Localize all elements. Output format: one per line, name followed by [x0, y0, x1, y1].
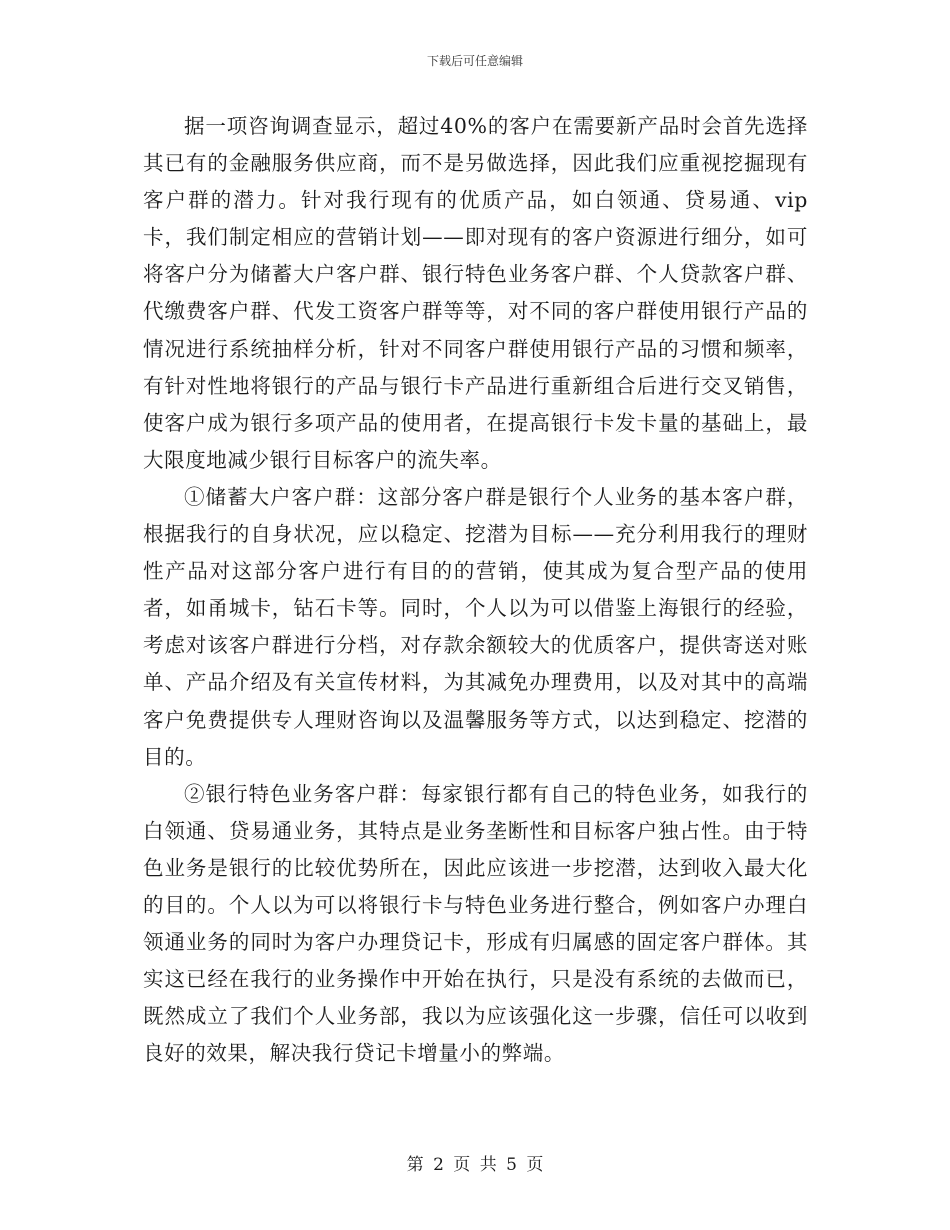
paragraph-intro: 据一项咨询调查显示，超过40%的客户在需要新产品时会首先选择其已有的金融服务供应商，而不是另做选择，因此我们应重视挖掘现有客户群的潜力。针对我行现有的优质产品，如白领通、贷易通、vip卡，我们制定相应的营销计划——即对现有的客户资源进行细分，如可将客户分为储蓄大户客户群、银行特色业务客户群、个人贷款客户群、代缴费客户群、代发工资客户群等等，对不同的客户群使用银行产品的情况进行系统抽样分析，针对不同客户群使用银行产品的习惯和频率，有针对性地将银行的产品与银行卡产品进行重新组合后进行交叉销售，使客户成为银行多项产品的使用者，在提高银行卡发卡量的基础上，最大限度地减少银行目标客户的流失率。: [143, 114, 808, 472]
paragraph-savings-customers: ①储蓄大户客户群：这部分客户群是银行个人业务的基本客户群，根据我行的自身状况，应以稳定、挖潜为目标——充分利用我行的理财性产品对这部分客户进行有目的的营销，使其成为复合型产品的使用者，如甬城卡，钻石卡等。同时，个人以为可以借鉴上海银行的经验，考虑对该客户群进行分档，对存款余额较大的优质客户，提供寄送对账单、产品介绍及有关宣传材料，为其减免办理费用，以及对其中的高端客户免费提供专人理财咨询以及温馨服务等方式，以达到稳定、挖潜的目的。: [143, 484, 808, 769]
page-number: 第 2 页 共 5 页: [406, 1155, 544, 1175]
document-body: [143, 108, 808, 1072]
paragraph-special-business-customers: ②银行特色业务客户群：每家银行都有自己的特色业务，如我行的白领通、贷易通业务，其特点是业务垄断性和目标客户独占性。由于特色业务是银行的比较优势所在，因此应该进一步挖潜，达到收入最大化的目的。个人以为可以将银行卡与特色业务进行整合，例如客户办理白领通业务的同时为客户办理贷记卡，形成有归属感的固定客户群体。其实这已经在我行的业务操作中开始在执行，只是没有系统的去做而已，既然成立了我们个人业务部，我以为应该强化这一步骤，信任可以收到良好的效果，解决我行贷记卡增量小的弊端。: [143, 781, 808, 1066]
page-header-note: 下载后可任意编辑: [426, 54, 523, 68]
